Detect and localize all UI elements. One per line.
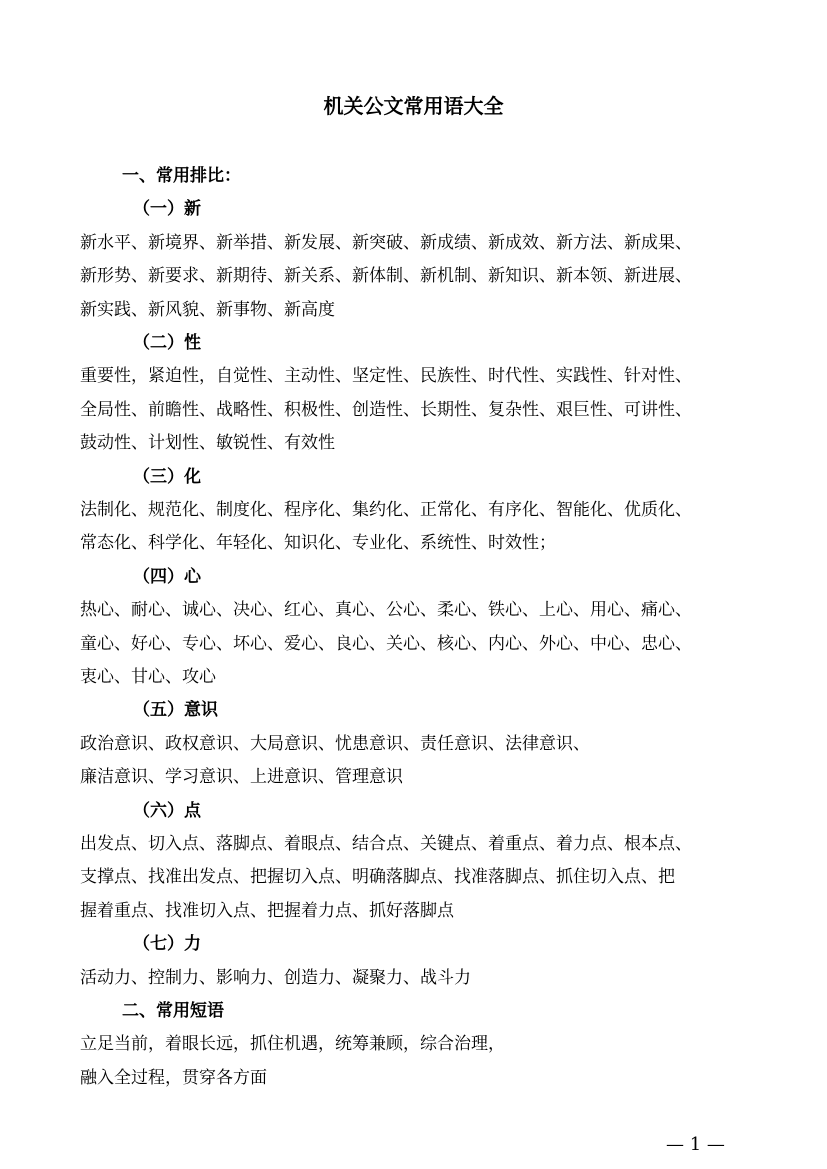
paragraph-line: 衷心、甘心、攻心 (80, 667, 216, 687)
paragraph-line: 法制化、规范化、制度化、程序化、集约化、正常化、有序化、智能化、优质化、 (80, 500, 692, 520)
subsection-heading: （六）点 (133, 801, 201, 821)
subsection-heading: （四）心 (133, 567, 201, 587)
paragraph-line: 立足当前，着眼长远，抓住机遇，统筹兼顾，综合治理， (80, 1034, 505, 1054)
paragraph-line: 童心、好心、专心、坏心、爱心、良心、关心、核心、内心、外心、中心、忠心、 (80, 634, 692, 654)
page-number: — 1 — (666, 1134, 725, 1155)
paragraph-line: 活动力、控制力、影响力、创造力、凝聚力、战斗力 (80, 968, 471, 988)
paragraph-line: 握着重点、找准切入点、把握着力点、抓好落脚点 (80, 901, 454, 921)
paragraph-line: 政治意识、政权意识、大局意识、忧患意识、责任意识、法律意识、 (80, 734, 590, 754)
subsection-heading: （七）力 (133, 934, 201, 954)
paragraph-line: 热心、耐心、诚心、决心、红心、真心、公心、柔心、铁心、上心、用心、痛心、 (80, 600, 692, 620)
paragraph-line: 新水平、新境界、新举措、新发展、新突破、新成绩、新成效、新方法、新成果、 (80, 233, 692, 253)
paragraph-line: 廉洁意识、学习意识、上进意识、管理意识 (80, 767, 403, 787)
subsection-heading: （一）新 (133, 199, 201, 219)
paragraph-line: 新形势、新要求、新期待、新关系、新体制、新机制、新知识、新本领、新进展、 (80, 266, 692, 286)
paragraph-line: 重要性，紧迫性，自觉性、主动性、坚定性、民族性、时代性、实践性、针对性、 (80, 366, 692, 386)
subsection-heading: （三）化 (133, 467, 201, 487)
subsection-heading: （五）意识 (133, 700, 218, 720)
section-heading: 二、常用短语 (122, 1001, 224, 1021)
paragraph-line: 全局性、前瞻性、战略性、积极性、创造性、长期性、复杂性、艰巨性、可讲性、 (80, 400, 692, 420)
section-heading: 一、常用排比： (122, 166, 241, 186)
paragraph-line: 新实践、新风貌、新事物、新高度 (80, 300, 335, 320)
paragraph-line: 鼓动性、计划性、敏锐性、有效性 (80, 433, 335, 453)
paragraph-line: 融入全过程，贯穿各方面 (80, 1068, 267, 1088)
subsection-heading: （二）性 (133, 333, 201, 353)
paragraph-line: 出发点、切入点、落脚点、着眼点、结合点、关键点、着重点、着力点、根本点、 (80, 834, 692, 854)
paragraph-line: 常态化、科学化、年轻化、知识化、专业化、系统性、时效性； (80, 533, 556, 553)
document-title: 机关公文常用语大全 (323, 94, 504, 118)
paragraph-line: 支撑点、找准出发点、把握切入点、明确落脚点、找准落脚点、抓住切入点、把 (80, 867, 675, 887)
